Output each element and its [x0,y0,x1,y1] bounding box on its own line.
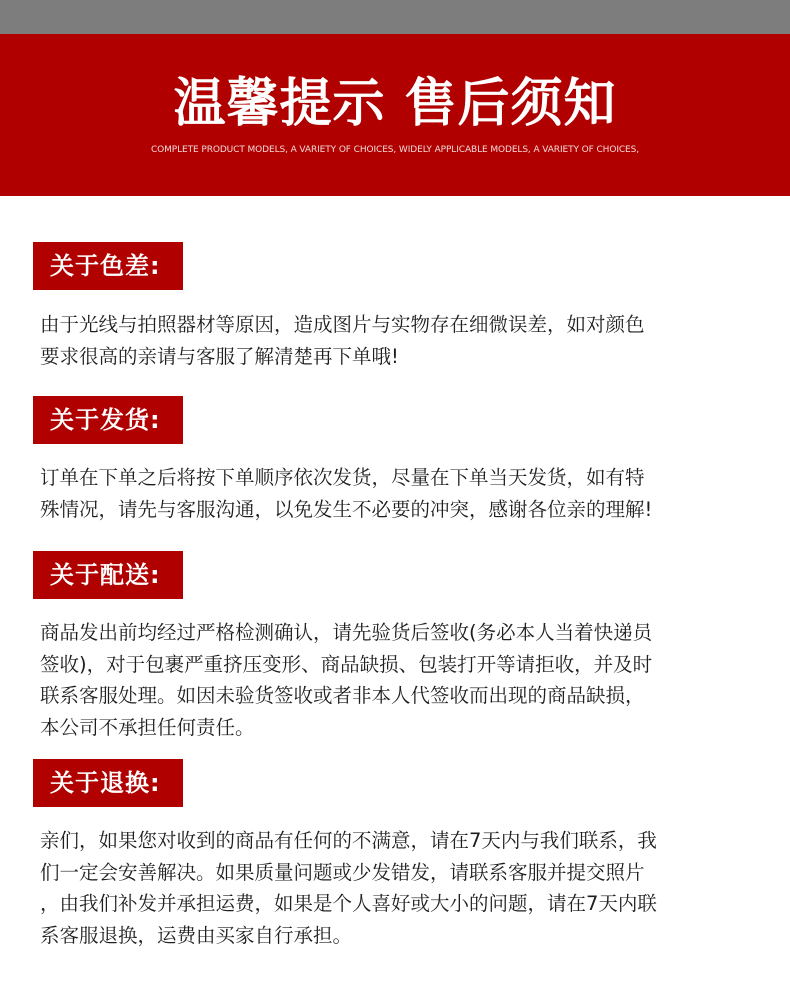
text-line: 商品发出前均经过严格检测确认，请先验货后签收(务必本人当着快递员 [40,621,653,644]
banner-title: 温馨提示 售后须知 [173,74,617,134]
text-line: 签收)，对于包裹严重挤压变形、商品缺损、包装打开等请拒收，并及时 [40,652,653,676]
text-line: 们一定会安善解决。如果质量问题或少发错发，请联系客服并提交照片 [40,860,645,884]
text-line: 联系客服处理。如因未验货签收或者非本人代签收而出现的商品缺损， [40,684,645,707]
header-banner [0,34,790,196]
section-label: 关于色差: [33,242,183,290]
section-text [40,825,762,951]
banner-subtitle: COMPLETE PRODUCT MODELS, A VARIETY OF CHOICES, WIDELY APPLICABLE MODELS, A VARIETY OF CHOICES, [150,145,640,155]
section-label: 关于退换: [33,759,183,807]
text-line: 本公司不承担任何责任。 [40,715,255,739]
section-text [40,617,762,743]
text-line: 系客服退换，运费由买家自行承担。 [40,923,353,947]
section-label: 关于配送: [33,551,183,599]
text-line: ，由我们补发并承担运费，如果是个人喜好或大小的问题，请在7天内联 [40,892,657,915]
text-line: 订单在下单之后将按下单顺序依次发货，尽量在下单当天发货，如有特 [40,466,645,489]
text-line: 亲们，如果您对收到的商品有任何的不满意，请在7天内与我们联系，我 [40,829,657,852]
section-label: 关于发货: [33,396,183,444]
text-line: 要求很高的亲请与客服了解清楚再下单哦! [40,344,399,368]
section-text [40,462,762,525]
section-text [40,309,762,372]
top-gray-bar [0,0,790,34]
text-line: 殊情况，请先与客服沟通，以免发生不必要的冲突，感谢各位亲的理解! [40,497,653,521]
text-line: 由于光线与拍照器材等原因，造成图片与实物存在细微误差，如对颜色 [40,313,645,336]
